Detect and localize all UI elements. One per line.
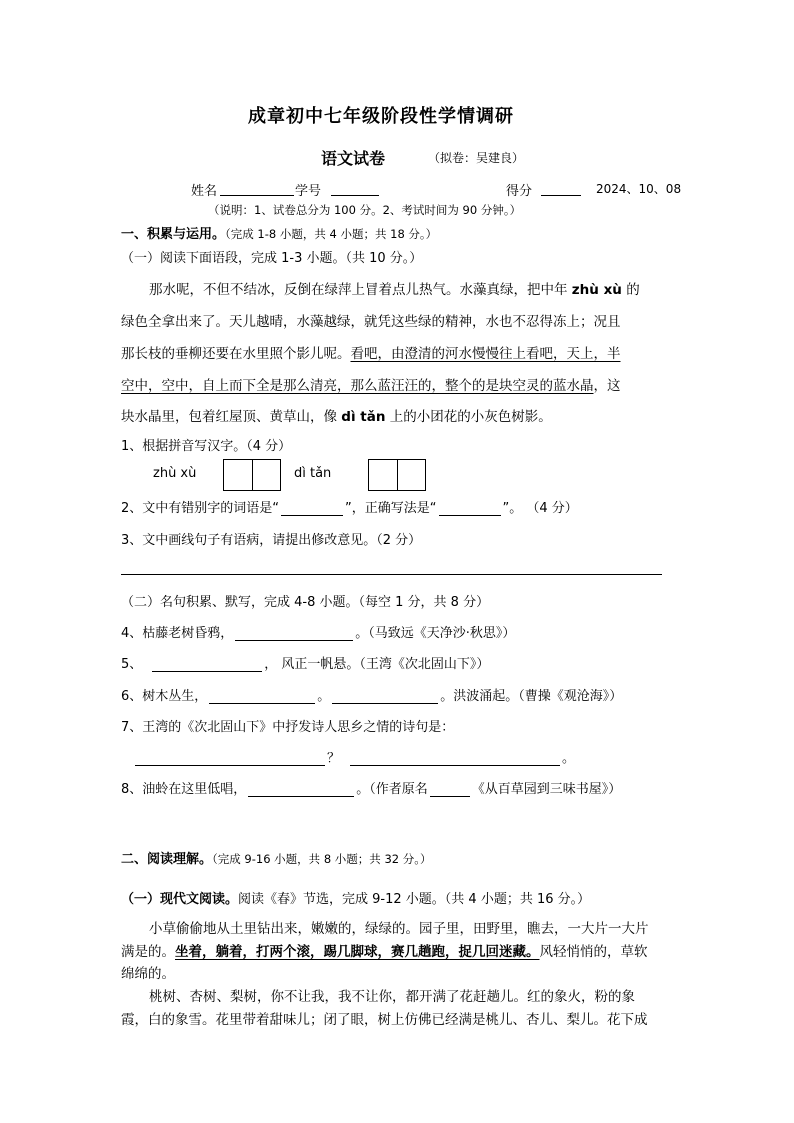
answer-blank[interactable] bbox=[248, 782, 354, 797]
section2-part1-instruction bbox=[121, 888, 590, 907]
question-1: 1、根据拼音写汉字。（4 分） bbox=[121, 439, 292, 454]
id-blank[interactable] bbox=[331, 195, 379, 196]
question-text: 6、树木丛生， bbox=[121, 689, 208, 704]
section1-heading bbox=[121, 223, 437, 242]
question-text: ？ bbox=[327, 751, 341, 766]
pinyin-1: zhù xù bbox=[153, 466, 197, 481]
passage-pinyin: dì tǎn bbox=[341, 409, 386, 425]
underlined-sentence: 空中，空中，自上而下全是那么清亮，那么蓝汪汪的，整个的是块空灵的蓝水晶 bbox=[121, 378, 594, 394]
part-note: 阅读《春》节选，完成 9-12 小题。（共 4 小题；共 16 分。） bbox=[238, 892, 591, 907]
name-blank[interactable] bbox=[220, 195, 294, 196]
question-7: 7、王湾的《次北固山下》中抒发诗人思乡之情的诗句是： bbox=[121, 720, 455, 735]
part2-instruction: （二）名句积累、默写，完成 4-8 小题。（每空 1 分，共 8 分） bbox=[121, 595, 490, 610]
section1-title: 一、积累与运用。 bbox=[121, 227, 226, 242]
section1-note: （完成 1-8 小题，共 4 小题；共 18 分。） bbox=[225, 227, 438, 241]
question-text: 。 bbox=[562, 751, 576, 766]
score-label: 得分 bbox=[506, 184, 533, 199]
exam-author: （拟卷：吴建良） bbox=[428, 151, 525, 165]
passage-line-1 bbox=[149, 278, 640, 298]
passage-pinyin: zhù xù bbox=[571, 282, 622, 298]
answer-blank[interactable] bbox=[281, 501, 343, 516]
reading-p2-line-2: 霞，白的象雪。花里带着甜味儿；闭了眼，树上仿佛已经满是桃儿、杏儿、梨儿。花下成 bbox=[121, 1012, 648, 1028]
reading-p1-line-1: 小草偷偷地从土里钻出来，嫩嫩的，绿绿的。园子里，田野里，瞧去，一大片一大片 bbox=[149, 921, 649, 937]
question-8 bbox=[121, 778, 621, 797]
id-label: 学号 bbox=[295, 184, 322, 199]
question-text: 《从百草园到三味书屋》） bbox=[471, 782, 622, 797]
question-5 bbox=[121, 653, 489, 672]
question-text: 5、 bbox=[121, 657, 143, 672]
question-text: 。（作者原名 bbox=[356, 782, 428, 797]
passage-line-3 bbox=[121, 342, 621, 362]
answer-blank[interactable] bbox=[439, 501, 501, 516]
reading-text: 风轻悄悄的，草软 bbox=[539, 944, 648, 960]
question-6 bbox=[121, 685, 622, 704]
question-4 bbox=[121, 622, 515, 641]
passage-text: 上的小团花的小灰色树影。 bbox=[385, 409, 552, 425]
reading-p2-line-1: 桃树、杏树、梨树，你不让我，我不让你，都开满了花赶趟儿。红的象火，粉的象 bbox=[149, 989, 635, 1005]
section2-note: （完成 9-16 小题，共 8 小题；共 32 分。） bbox=[212, 852, 432, 866]
answer-blank[interactable] bbox=[350, 751, 560, 766]
section2-title: 二、阅读理解。 bbox=[121, 852, 213, 867]
part1-instruction: （一）阅读下面语段，完成 1-3 小题。（共 10 分。） bbox=[121, 251, 423, 266]
answer-box-2[interactable] bbox=[368, 459, 426, 491]
reading-text: 满是的。 bbox=[121, 944, 175, 960]
passage-text: 块水晶里，包着红屋顶、黄草山，像 bbox=[121, 409, 342, 425]
exam-note: （说明：1、试卷总分为 100 分。2、考试时间为 90 分钟。） bbox=[208, 203, 522, 217]
question-text: 。（马致远《天净沙·秋思》） bbox=[355, 626, 516, 641]
part-title: （一）现代文阅读。 bbox=[121, 892, 239, 907]
question-text: ”，正确写法是“ bbox=[345, 501, 437, 516]
answer-blank[interactable] bbox=[209, 689, 315, 704]
question-text: 8、油蛉在这里低唱， bbox=[121, 782, 247, 797]
answer-blank[interactable] bbox=[332, 689, 438, 704]
passage-text: ，这 bbox=[593, 378, 621, 394]
underlined-sentence: 看吧，由澄清的河水慢慢往上看吧，天上，半 bbox=[350, 346, 621, 362]
score-blank[interactable] bbox=[541, 195, 581, 196]
pinyin-2: dì tǎn bbox=[294, 466, 332, 481]
section2-heading bbox=[121, 848, 432, 867]
exam-subject: 语文试卷 bbox=[321, 149, 386, 168]
name-label: 姓名 bbox=[191, 184, 218, 199]
passage-text: 的 bbox=[621, 282, 640, 298]
answer-blank[interactable] bbox=[152, 657, 262, 672]
question-3: 3、文中画线句子有语病，请提出修改意见。（2 分） bbox=[121, 533, 422, 548]
passage-line-4 bbox=[121, 374, 621, 394]
exam-date: 2024、10、08 bbox=[596, 182, 682, 196]
reading-p1-line-2 bbox=[121, 940, 648, 960]
page-title: 成章初中七年级阶段性学情调研 bbox=[248, 106, 514, 127]
passage-text: 那长枝的垂柳还要在水里照个影儿呢。 bbox=[121, 346, 351, 362]
question-text: 2、文中有错别字的词语是“ bbox=[121, 501, 280, 516]
reading-p1-line-3: 绵绵的。 bbox=[121, 966, 175, 982]
passage-line-2: 绿色全拿出来了。天儿越晴，水藻越绿，就凭这些绿的精神，水也不忍得冻上；况且 bbox=[121, 314, 621, 330]
question-text: ”。 （4 分） bbox=[502, 501, 578, 516]
answer-blank[interactable] bbox=[430, 782, 470, 797]
question-text: ， 风正一帆悬。（王湾《次北固山下》） bbox=[264, 657, 490, 672]
answer-blank[interactable] bbox=[135, 751, 325, 766]
underlined-sentence: 坐着，躺着，打两个滚，踢几脚球，赛几趟跑，捉几回迷藏。 bbox=[175, 944, 540, 960]
answer-box-1[interactable] bbox=[223, 459, 281, 491]
question-text: 4、枯藤老树昏鸦， bbox=[121, 626, 234, 641]
question-7-blanks bbox=[133, 747, 575, 766]
passage-text: 那水呢，不但不结冰，反倒在绿萍上冒着点儿热气。水藻真绿，把中年 bbox=[149, 282, 572, 298]
answer-line-q3[interactable] bbox=[121, 574, 662, 575]
question-2 bbox=[121, 497, 578, 516]
question-text: 。 bbox=[317, 689, 331, 704]
passage-line-5 bbox=[121, 405, 552, 425]
question-text: 。洪波涌起。（曹操《观沧海》） bbox=[440, 689, 623, 704]
answer-blank[interactable] bbox=[235, 626, 353, 641]
